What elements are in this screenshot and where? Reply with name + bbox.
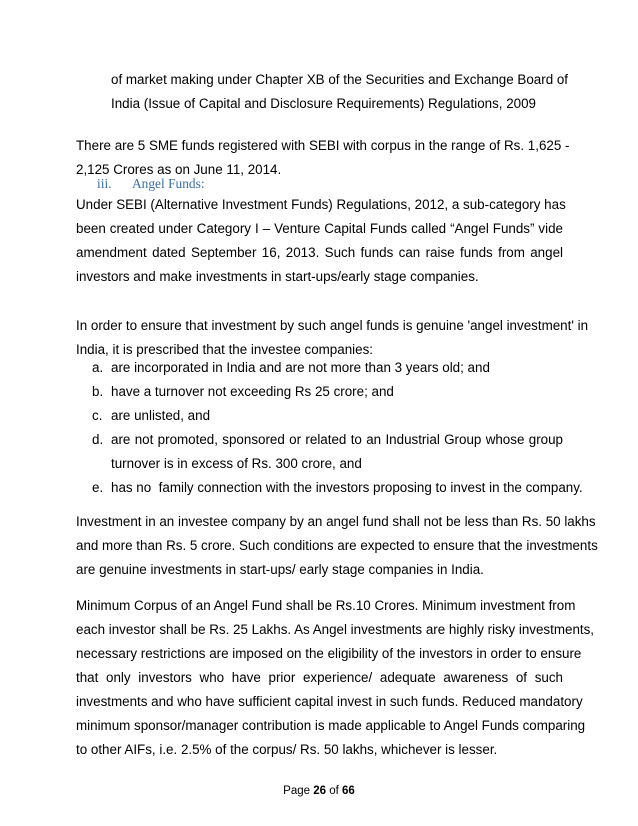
- text-line: 2,125 Crores as on June 11, 2014.: [76, 162, 282, 177]
- text-line: investments and who have sufficient capital invest in such funds. Reduced mandatory: [76, 694, 583, 709]
- text-line: that only investors who have prior experience/ adequate awareness of such: [76, 670, 563, 685]
- list-item-text: are incorporated in India and are not more than 3 years old; and: [111, 360, 490, 375]
- list-marker: a.: [92, 360, 104, 375]
- text-line: Under SEBI (Alternative Investment Funds) Regulations, 2012, a sub-category has: [76, 197, 566, 212]
- text-line: investors and make investments in start-ups/early stage companies.: [76, 269, 479, 284]
- list-item: [76, 404, 563, 428]
- continuation-paragraph: [111, 68, 569, 116]
- list-item-text: are unlisted, and: [111, 408, 211, 423]
- investee-conditions-list: [76, 356, 583, 500]
- text-line: amendment dated September 16, 2013. Such funds can raise funds from angel: [76, 245, 563, 260]
- list-marker: d.: [92, 432, 104, 447]
- list-item-text: have a turnover not exceeding Rs 25 crore; and: [111, 384, 394, 399]
- text-line: minimum sponsor/manager contribution is made applicable to Angel Funds comparing: [76, 718, 586, 733]
- list-item: [76, 476, 583, 500]
- list-item-text: turnover is in excess of Rs. 300 crore, and: [111, 456, 362, 471]
- genuine-investment-paragraph: [76, 314, 589, 362]
- list-marker: c.: [92, 408, 103, 423]
- text-line: Minimum Corpus of an Angel Fund shall be Rs.10 Crores. Minimum investment from: [76, 598, 576, 613]
- list-item-text: has no family connection with the investors proposing to invest in the company.: [111, 480, 583, 495]
- minimum-corpus-paragraph: [76, 594, 595, 762]
- current-page-number: 26: [313, 785, 327, 797]
- page-label: Page: [283, 785, 311, 797]
- text-line: India, it is prescribed that the investee companies:: [76, 342, 373, 357]
- text-line: to other AIFs, i.e. 2.5% of the corpus/ Rs. 50 lakhs, whichever is lesser.: [76, 742, 498, 757]
- text-line: In order to ensure that investment by such angel funds is genuine 'angel investment' in: [76, 318, 589, 333]
- text-line: each investor shall be Rs. 25 Lakhs. As Angel investments are highly risky investments,: [76, 622, 595, 637]
- text-line: and more than Rs. 5 crore. Such conditions are expected to ensure that the investments: [76, 538, 598, 553]
- section-heading: [97, 176, 205, 192]
- text-line: are genuine investments in start-ups/ early stage companies in India.: [76, 562, 484, 577]
- section-number: iii.: [97, 176, 112, 191]
- angel-funds-intro-paragraph: [76, 193, 566, 289]
- list-marker: b.: [92, 384, 104, 399]
- text-line: India (Issue of Capital and Disclosure Requirements) Regulations, 2009: [111, 96, 537, 111]
- list-item: [76, 356, 563, 380]
- total-pages: 66: [342, 785, 355, 797]
- text-line: There are 5 SME funds registered with SEBI with corpus in the range of Rs. 1,625 -: [76, 138, 570, 153]
- list-item: [76, 428, 563, 476]
- text-line: of market making under Chapter XB of the Securities and Exchange Board of: [111, 72, 569, 87]
- page-footer: [0, 785, 638, 797]
- list-item-text: are not promoted, sponsored or related to an Industrial Group whose group: [111, 432, 563, 447]
- investment-limits-paragraph: [76, 510, 598, 582]
- section-title: Angel Funds:: [132, 176, 205, 191]
- text-line: Investment in an investee company by an angel fund shall not be less than Rs. 50 lakhs: [76, 514, 596, 529]
- list-item: [76, 380, 563, 404]
- text-line: necessary restrictions are imposed on the eligibility of the investors in order to ensure: [76, 646, 582, 661]
- list-marker: e.: [92, 480, 104, 495]
- sme-funds-paragraph: [76, 134, 570, 182]
- page-separator: of: [329, 785, 339, 797]
- text-line: been created under Category I – Venture Capital Funds called “Angel Funds” vide: [76, 221, 563, 236]
